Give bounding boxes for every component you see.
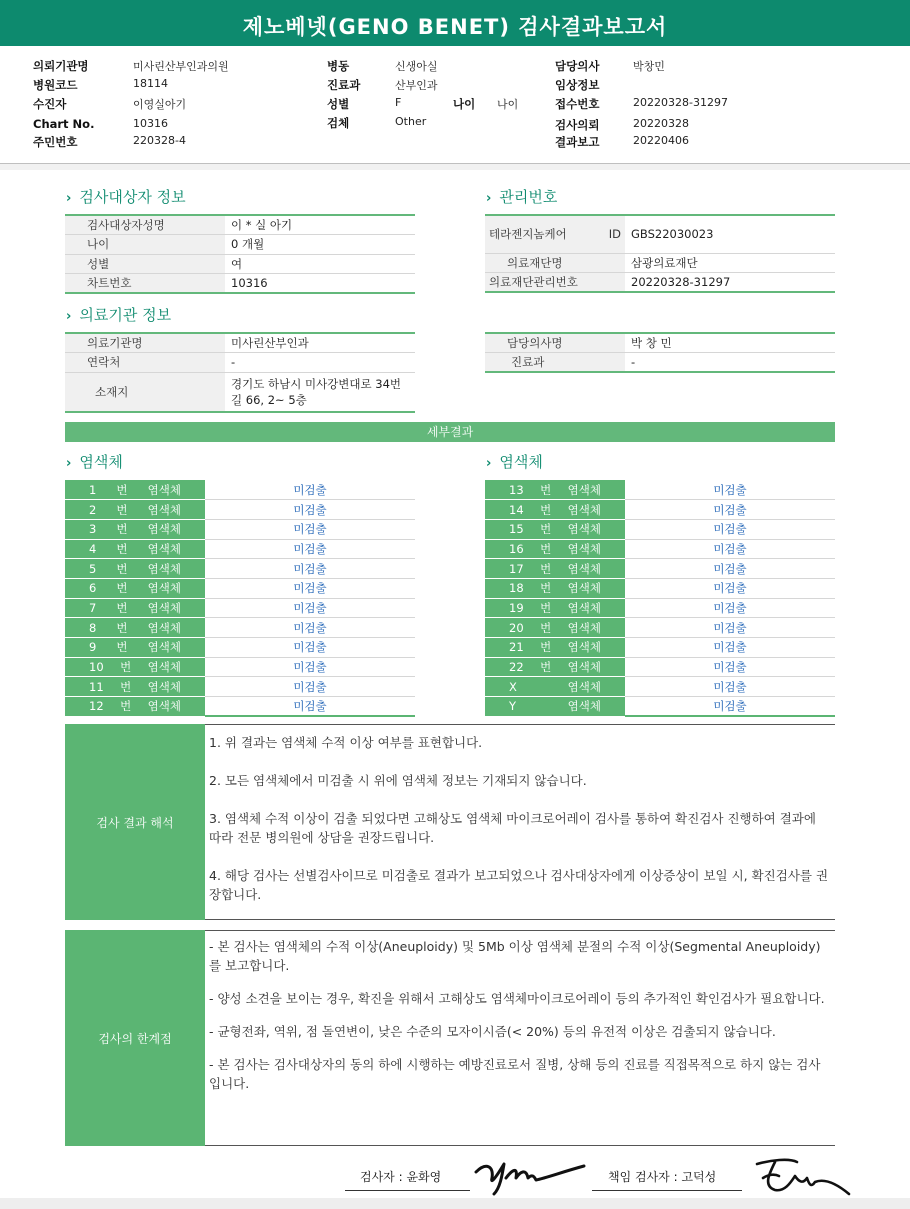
header-info	[0, 46, 910, 164]
limitation-item: - 양성 소견을 보이는 경우, 확진을 위해서 고해상도 염색체마이크로어레이 등의 추가적인 확인검사가 필요합니다.	[209, 991, 825, 1006]
row-value: 박 창 민	[625, 333, 835, 353]
header-value: 18114	[133, 77, 168, 90]
chromosome-label: 20 번 염색체	[485, 618, 625, 638]
table-row	[65, 578, 415, 598]
tester-signature-icon	[472, 1152, 590, 1198]
header-value: F	[395, 96, 402, 109]
section-title-chromosome-left	[66, 451, 123, 472]
chromosome-result: 미검출	[625, 618, 835, 638]
chromosome-result: 미검출	[625, 559, 835, 579]
header-label: 병동	[327, 59, 350, 73]
chromosome-table-right	[485, 480, 835, 717]
limitations-content	[205, 930, 835, 1146]
limitation-item: - 본 검사는 검사대상자의 동의 하에 시행하는 예방진료로서 질병, 상해 등의 진료를 직접목적으로 하지 않는 검사입니다.	[209, 1057, 821, 1091]
institution-table	[65, 332, 415, 413]
row-label: 진료과	[485, 353, 625, 373]
header-label: 임상정보	[555, 78, 600, 92]
limitation-item: - 본 검사는 염색체의 수적 이상(Aneuploidy) 및 5Mb 이상 염색체 분절의 수적 이상(Segmental Aneuploidy)를 보고합니다.	[209, 939, 821, 973]
chromosome-result: 미검출	[625, 480, 835, 500]
chromosome-result: 미검출	[205, 598, 415, 618]
chromosome-label: Y 염색체	[485, 697, 625, 717]
interpretation-item: 2. 모든 염색체에서 미검출 시 위에 염색체 정보는 기재되지 않습니다.	[209, 773, 587, 788]
chromosome-result: 미검출	[625, 697, 835, 717]
table-row	[65, 618, 415, 638]
subject-table	[65, 214, 415, 294]
chromosome-label: X 염색체	[485, 677, 625, 697]
interpretation-item: 1. 위 결과는 염색체 수적 이상 여부를 표현합니다.	[209, 735, 483, 750]
section-title-text: 염색체	[79, 453, 123, 471]
section-title-text: 관리번호	[499, 188, 558, 206]
section-title-text: 의료기관 정보	[79, 306, 172, 324]
signature-line	[592, 1190, 742, 1191]
table-row	[485, 273, 835, 293]
limitations-label: 검사의 한계점	[65, 930, 205, 1146]
chromosome-label: 17 번 염색체	[485, 559, 625, 579]
row-value: 경기도 하남시 미사강변대로 34번길 66, 2~ 5층	[225, 372, 415, 412]
header-value: 20220328	[633, 117, 689, 130]
chromosome-label: 1 번 염색체	[65, 480, 205, 500]
section-title-text: 염색체	[499, 453, 543, 471]
row-value: 이 * 실 아기	[225, 215, 415, 235]
header-value: 신생아실	[395, 60, 438, 73]
row-label: 의료재단명	[485, 253, 625, 273]
chromosome-result: 미검출	[625, 539, 835, 559]
table-row	[65, 657, 415, 677]
section-title-text: 검사대상자 정보	[79, 188, 186, 206]
institution-right-table	[485, 332, 835, 373]
row-label: 소재지	[65, 372, 225, 412]
header-value: 20220328-31297	[633, 96, 728, 109]
table-row	[65, 598, 415, 618]
header-value: 10316	[133, 117, 168, 130]
table-row	[485, 578, 835, 598]
chromosome-result: 미검출	[205, 500, 415, 520]
table-row	[485, 519, 835, 539]
chromosome-result: 미검출	[625, 578, 835, 598]
row-label: 연락처	[65, 353, 225, 373]
table-row	[65, 539, 415, 559]
interpretation-item: 4. 해당 검사는 선별검사이므로 미검출로 결과가 보고되었으나 검사대상자에게 이상증상이 보일 시, 확진검사를 권장합니다.	[209, 868, 829, 902]
chromosome-result: 미검출	[625, 657, 835, 677]
table-row	[485, 618, 835, 638]
row-value: 삼광의료재단	[625, 253, 835, 273]
header-label: Chart No.	[33, 117, 95, 131]
header-label: 담당의사	[555, 59, 600, 73]
chromosome-result: 미검출	[205, 480, 415, 500]
row-label: 테라젠지놈케어 ID	[485, 215, 625, 253]
chromosome-label: 13 번 염색체	[485, 480, 625, 500]
row-value: 미사린산부인과	[225, 333, 415, 353]
header-value: 미사린산부인과의원	[133, 60, 229, 73]
chromosome-result: 미검출	[625, 500, 835, 520]
header-label: 접수번호	[555, 97, 600, 111]
row-value: -	[225, 353, 415, 373]
header-label: 진료과	[327, 78, 361, 92]
row-value: 여	[225, 254, 415, 274]
row-value: GBS22030023	[625, 215, 835, 253]
table-row	[485, 500, 835, 520]
chromosome-result: 미검출	[205, 638, 415, 658]
row-label: 담당의사명	[485, 333, 625, 353]
header-value: 산부인과	[395, 79, 438, 92]
table-row	[485, 677, 835, 697]
divider-band	[0, 164, 910, 170]
chromosome-result: 미검출	[625, 677, 835, 697]
chromosome-result: 미검출	[205, 559, 415, 579]
chromosome-label: 4 번 염색체	[65, 539, 205, 559]
chromosome-result: 미검출	[205, 578, 415, 598]
management-table	[485, 214, 835, 293]
table-row	[65, 353, 415, 373]
chevron-right-icon: ›	[486, 191, 492, 206]
header-value: Other	[395, 115, 427, 128]
table-row	[65, 372, 415, 412]
chromosome-label: 12 번 염색체	[65, 697, 205, 717]
section-title-subject	[66, 186, 186, 207]
chromosome-label: 8 번 염색체	[65, 618, 205, 638]
table-row	[485, 353, 835, 373]
header-label: 수진자	[33, 97, 67, 111]
chromosome-label: 7 번 염색체	[65, 598, 205, 618]
section-title-institution	[66, 304, 171, 325]
table-row	[485, 657, 835, 677]
table-row	[65, 697, 415, 717]
header-label: 검체	[327, 116, 350, 130]
chromosome-label: 18 번 염색체	[485, 578, 625, 598]
row-label: 의료재단관리번호	[485, 273, 625, 293]
table-row	[65, 559, 415, 579]
table-row	[65, 215, 415, 235]
chromosome-result: 미검출	[205, 677, 415, 697]
table-row	[65, 500, 415, 520]
header-value: 이영실아기	[133, 98, 187, 111]
chevron-right-icon: ›	[66, 309, 72, 324]
chromosome-label: 9 번 염색체	[65, 638, 205, 658]
chromosome-result: 미검출	[205, 539, 415, 559]
table-row	[485, 559, 835, 579]
row-value: 0 개월	[225, 235, 415, 255]
table-row	[485, 333, 835, 353]
limitations-box	[65, 930, 835, 1146]
chromosome-result: 미검출	[625, 598, 835, 618]
chromosome-result: 미검출	[205, 657, 415, 677]
interpretation-label: 검사 결과 해석	[65, 724, 205, 920]
row-label: 검사대상자성명	[65, 215, 225, 235]
header-label: 결과보고	[555, 135, 600, 149]
section-title-chromosome-right	[486, 451, 543, 472]
row-value: 10316	[225, 274, 415, 294]
chevron-right-icon: ›	[486, 456, 492, 471]
chromosome-result: 미검출	[205, 697, 415, 717]
chromosome-result: 미검출	[625, 519, 835, 539]
header-value: 220328-4	[133, 134, 186, 147]
table-row	[65, 254, 415, 274]
table-row	[485, 697, 835, 717]
chevron-right-icon: ›	[66, 191, 72, 206]
header-value: 나이	[497, 98, 519, 111]
responsible-signature-icon	[745, 1152, 855, 1198]
chromosome-table-left	[65, 480, 415, 717]
header-label: 나이	[453, 97, 476, 111]
chromosome-result: 미검출	[625, 638, 835, 658]
row-label: 나이	[65, 235, 225, 255]
header-value: 박창민	[633, 60, 665, 73]
header-label: 의뢰기관명	[33, 59, 89, 73]
chromosome-result: 미검출	[205, 519, 415, 539]
header-label: 성별	[327, 97, 350, 111]
tester-label: 검사자 : 윤화영	[360, 1170, 442, 1184]
interpretation-content	[205, 724, 835, 920]
chromosome-label: 2 번 염색체	[65, 500, 205, 520]
report-title: 제노베넷(GENO BENET) 검사결과보고서	[0, 0, 910, 46]
chromosome-result: 미검출	[205, 618, 415, 638]
chromosome-label: 10 번 염색체	[65, 657, 205, 677]
row-value: -	[625, 353, 835, 373]
section-title-management	[486, 186, 557, 207]
table-row	[485, 638, 835, 658]
limitation-item: - 균형전좌, 역위, 점 돌연변이, 낮은 수준의 모자이시즘(< 20%) 등의 유전적 이상은 검출되지 않습니다.	[209, 1024, 776, 1039]
chromosome-label: 21 번 염색체	[485, 638, 625, 658]
row-label: 차트번호	[65, 274, 225, 294]
chromosome-label: 15 번 염색체	[485, 519, 625, 539]
table-row	[485, 598, 835, 618]
chromosome-label: 22 번 염색체	[485, 657, 625, 677]
table-row	[65, 677, 415, 697]
header-label: 병원코드	[33, 78, 78, 92]
chromosome-label: 19 번 염색체	[485, 598, 625, 618]
chromosome-label: 11 번 염색체	[65, 677, 205, 697]
table-row	[65, 480, 415, 500]
chromosome-label: 3 번 염색체	[65, 519, 205, 539]
table-row	[65, 274, 415, 294]
table-row	[65, 235, 415, 255]
table-row	[65, 519, 415, 539]
table-row	[485, 253, 835, 273]
footer-band	[0, 1198, 910, 1209]
chevron-right-icon: ›	[66, 456, 72, 471]
chromosome-label: 16 번 염색체	[485, 539, 625, 559]
detail-results-bar: 세부결과	[65, 422, 835, 442]
chromosome-label: 14 번 염색체	[485, 500, 625, 520]
header-value: 20220406	[633, 134, 689, 147]
chromosome-label: 5 번 염색체	[65, 559, 205, 579]
signature-line	[345, 1190, 470, 1191]
interpretation-box	[65, 724, 835, 920]
chromosome-label: 6 번 염색체	[65, 578, 205, 598]
header-label: 검사의뢰	[555, 118, 600, 132]
row-label: 의료기관명	[65, 333, 225, 353]
table-row	[65, 638, 415, 658]
row-value: 20220328-31297	[625, 273, 835, 293]
responsible-tester-label: 책임 검사자 : 고덕성	[608, 1170, 717, 1184]
table-row	[485, 539, 835, 559]
row-label: 성별	[65, 254, 225, 274]
table-row	[485, 215, 835, 253]
table-row	[65, 333, 415, 353]
interpretation-item: 3. 염색체 수적 이상이 검출 되었다면 고해상도 염색체 마이크로어레이 검사를 통하여 확진검사 진행하여 결과에 따라 전문 병의원에 상담을 권장드립니다.	[209, 811, 816, 845]
table-row	[485, 480, 835, 500]
header-label: 주민번호	[33, 135, 78, 149]
